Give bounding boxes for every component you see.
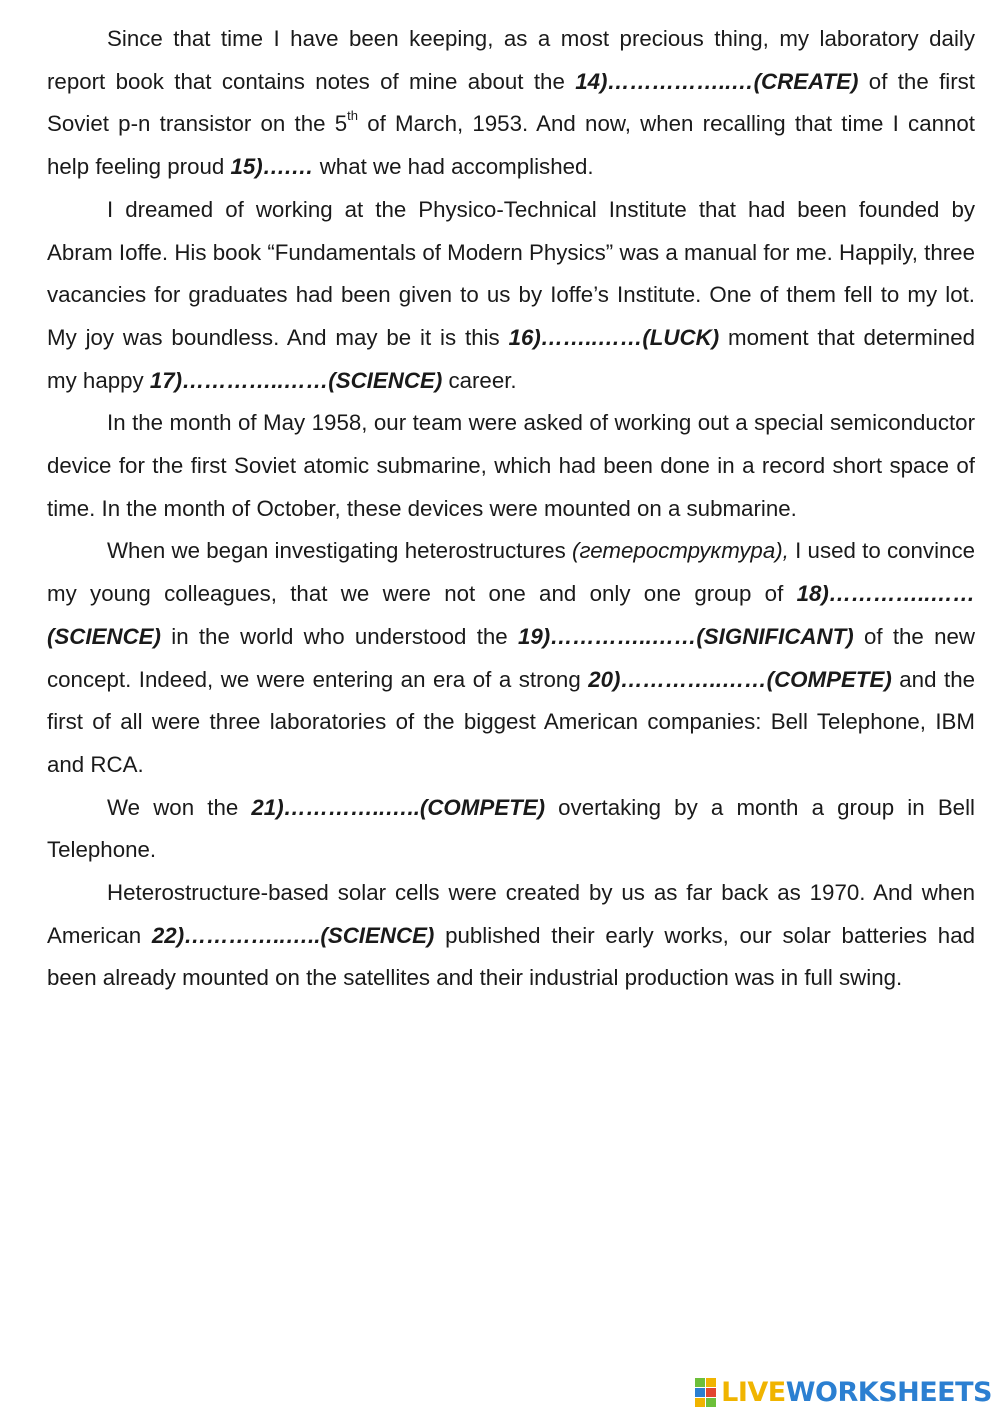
gap-prompt[interactable]: 22)…………..…..(SCIENCE) xyxy=(151,922,435,948)
gap-prompt[interactable]: 16)……..……(LUCK) xyxy=(508,324,720,350)
text-run: overtaking by a month a group in Bell Telephone. xyxy=(47,794,975,863)
text-run: what we had accomplished. xyxy=(313,154,594,180)
russian-gloss: (гетероструктура), xyxy=(572,538,789,564)
paragraph-6 xyxy=(47,872,975,1000)
paragraph-2 xyxy=(47,189,975,403)
text-run: I used to convince my young colleagues, that we were not one and only one group of xyxy=(47,538,975,607)
text-run: career. xyxy=(442,367,517,393)
text-run: of the first Soviet p-n transistor on the 5 xyxy=(47,68,975,137)
gap-prompt[interactable]: 14)……………..…(CREATE) xyxy=(575,68,859,94)
paragraph-1 xyxy=(47,18,975,189)
gap-prompt[interactable]: 20)…………..……(COMPETE) xyxy=(588,666,892,692)
text-run: Heterostructure-based solar cells were created by us as far back as 1970. And when American xyxy=(47,880,975,948)
gap-prompt[interactable]: 15)….… xyxy=(230,154,314,180)
text-run: and the first of all were three laboratories of the biggest American companies: Bell Telephone, IBM and RCA. xyxy=(47,666,975,777)
paragraph-5 xyxy=(47,787,975,872)
paragraph-4 xyxy=(47,530,975,786)
gap-prompt[interactable]: 18)…………..……(SCIENCE) xyxy=(47,581,975,649)
brand-live: LIVE xyxy=(721,1377,786,1408)
text-run: published their early works, our solar batteries had been already mounted on the satellites and their industrial production was in full swing. xyxy=(47,922,975,991)
text-run: I dreamed of working at the Physico-Technical Institute that had been founded by Abram Ioffe. His book “Fundamentals of Modern Physics” was a manual for me. Happily, three vacancies for graduates had been given to us by Ioffe’s Institute. One of them fell to my lot. My joy was boundless. And may be it is this xyxy=(47,196,975,350)
liveworksheets-footer[interactable] xyxy=(695,1378,992,1408)
text-run: In the month of May 1958, our team were asked of working out a special semiconductor device for the first Soviet atomic submarine, which had been done in a record short space of time. In the month of October, these devices were mounted on a submarine. xyxy=(47,410,975,521)
text-run: of March, 1953. And now, when recalling that time I cannot help feeling proud xyxy=(47,111,975,180)
text-run: moment that determined my happy xyxy=(47,324,975,393)
gap-prompt[interactable]: 19)…………..……(SIGNIFICANT) xyxy=(517,623,854,649)
paragraph-3 xyxy=(47,402,975,530)
text-run: of the new concept. Indeed, we were entering an era of a strong xyxy=(47,623,975,692)
text-run: We won the xyxy=(107,794,252,820)
text-run: Since that time I have been keeping, as a most precious thing, my laboratory daily report book that contains notes of mine about the xyxy=(47,26,975,94)
liveworksheets-brand xyxy=(721,1378,992,1408)
gap-prompt[interactable]: 21)…………..…..(COMPETE) xyxy=(251,794,545,820)
brand-worksheets: WORKSHEETS xyxy=(785,1377,992,1408)
worksheet-text xyxy=(47,18,975,1000)
text-run: When we began investigating heterostructures xyxy=(107,538,573,564)
liveworksheets-logo-icon xyxy=(695,1378,717,1408)
text-run: in the world who understood the xyxy=(160,623,518,649)
gap-prompt[interactable]: 17)…………..……(SCIENCE) xyxy=(149,367,443,393)
superscript: th xyxy=(347,107,358,123)
